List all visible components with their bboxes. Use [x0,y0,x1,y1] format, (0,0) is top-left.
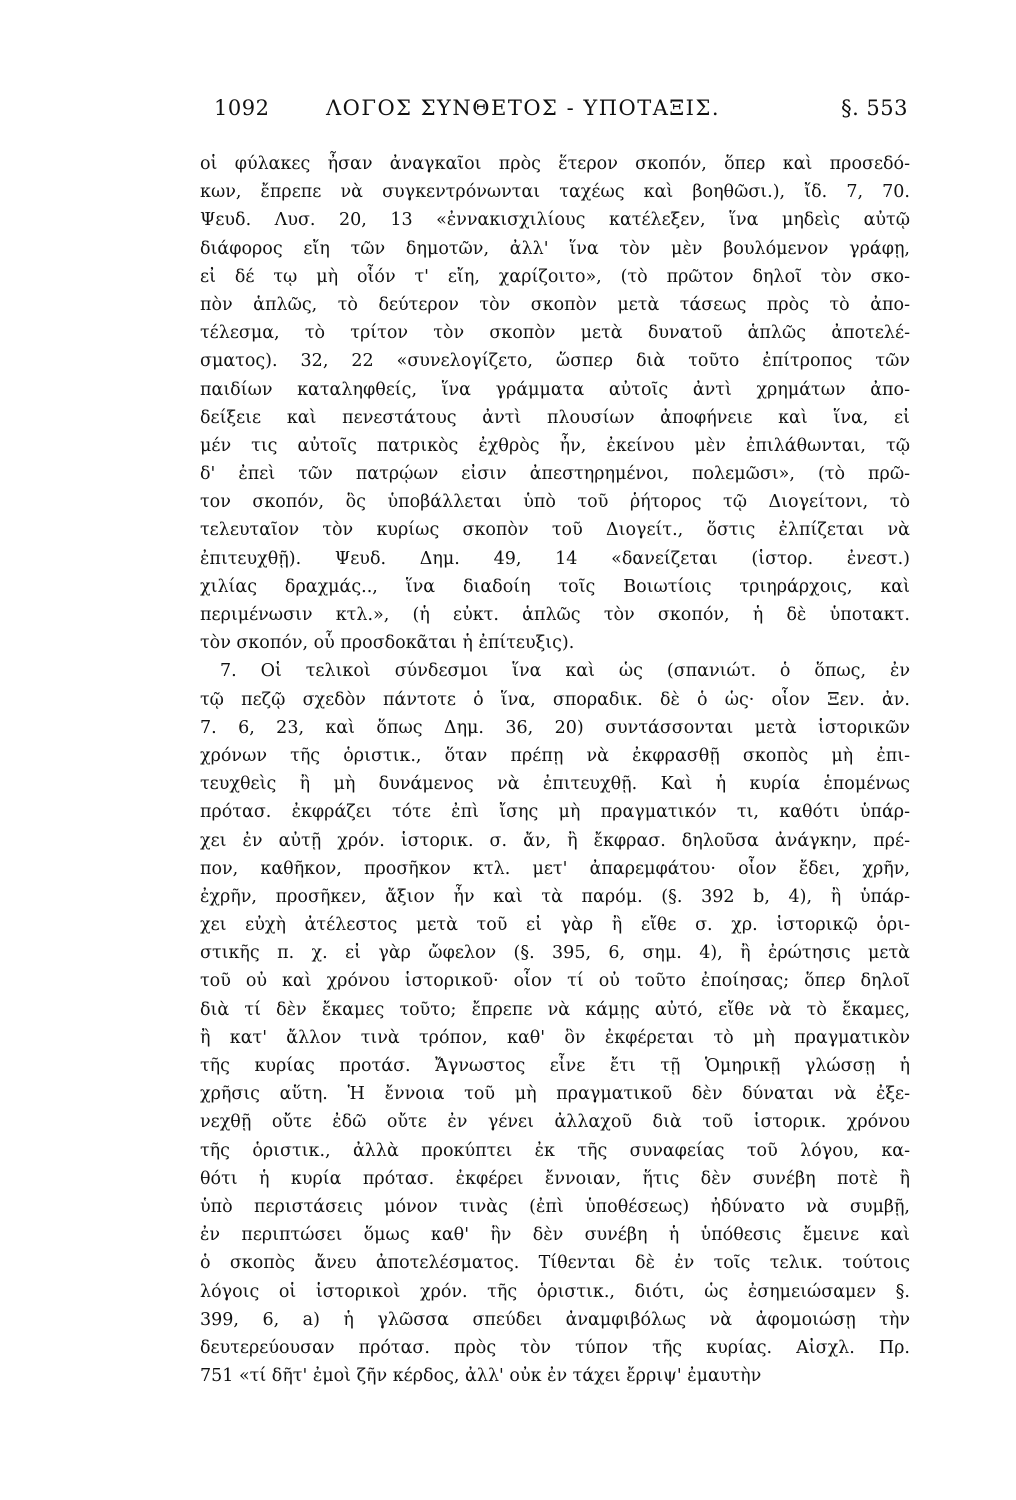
text-line: δ' ἐπεὶ τῶν πατρῴων εἰσιν ἀπεστηρημένοι, πολεμῶσι», (τὸ πρῶ- [200,464,910,485]
text-line: εἰ δέ τῳ μὴ οἷόν τ' εἴη, χαρίζοιτο», (τὸ πρῶτον δηλοῖ τὸν σκο- [200,266,910,287]
text-line: λόγοις οἱ ἱστορικοὶ χρόν. τῆς ὁριστικ., διότι, ὡς ἐσημειώσαμεν §. [200,1281,910,1302]
text-line: τῆς ὁριστικ., ἀλλὰ προκύπτει ἐκ τῆς συναφείας τοῦ λόγου, κα- [200,1140,910,1161]
text-line: περιμένωσιν κτλ.», (ἡ εὐκτ. ἁπλῶς τὸν σκοπόν, ἡ δὲ ὑποτακτ. [200,605,910,625]
text-line: πον, καθῆκον, προσῆκον κτλ. μετ' ἀπαρεμφάτου· οἷον ἔδει, χρῆν, [200,858,910,879]
text-line: διάφορος εἴη τῶν δημοτῶν, ἀλλ' ἵνα τὸν μὲν βουλόμενον γράφῃ, [200,238,910,259]
text-line: χρόνων τῆς ὁριστικ., ὅταν πρέπῃ νὰ ἐκφρασθῇ σκοπὸς μὴ ἐπι- [200,745,910,766]
text-line: μέν τις αὐτοῖς πατρικὸς ἐχθρὸς ἦν, ἐκείνου μὲν ἐπιλάθωνται, τῷ [200,435,910,456]
running-title: ΛΟΓΟΣ ΣΥΝΘΕΤΟΣ - ΥΠΟΤΑΞΙΣ. [326,96,721,120]
text-line: χει ἐν αὐτῇ χρόν. ἱστορικ. σ. ἄν, ἢ ἔκφρασ. δηλοῦσα ἀνάγκην, πρέ- [200,830,910,851]
text-line: παιδίων καταληφθείς, ἵνα γράμματα αὐτοῖς ἀντὶ χρημάτων ἀπο- [200,379,910,400]
text-line: τῷ πεζῷ σχεδὸν πάντοτε ὁ ἵνα, σποραδικ. δὲ ὁ ὡς· οἷον Ξεν. ἀν. [200,689,910,710]
text-line: τευχθεὶς ἢ μὴ δυνάμενος νὰ ἐπιτευχθῇ. Καὶ ἡ κυρία ἑπομένως [200,774,910,795]
text-line: χει εὐχὴ ἀτέλεστος μετὰ τοῦ εἰ γὰρ ἢ εἴθε σ. χρ. ἱστορικῷ ὁρι- [200,915,910,936]
text-line: Ψευδ. Λυσ. 20, 13 «ἐννακισχιλίους κατέλεξεν, ἵνα μηδεὶς αὐτῷ [200,210,910,231]
text-line: τοῦ οὐ καὶ χρόνου ἱστορικοῦ· οἷον τί οὐ τοῦτο ἐποίησας; ὅπερ δηλοῖ [200,971,910,992]
text-line: χιλίας δραχμάς.., ἵνα διαδοίη τοῖς Βοιωτίοις τριηράρχοις, καὶ [200,576,910,597]
text-line: διὰ τί δὲν ἔκαμες τοῦτο; ἔπρεπε νὰ κάμῃς αὐτό, εἴθε νὰ τὸ ἔκαμες, [200,999,910,1020]
body-text [200,150,910,1390]
text-line: θότι ἡ κυρία πρότασ. ἐκφέρει ἔννοιαν, ἥτις δὲν συνέβη ποτὲ ἢ [200,1168,910,1189]
text-line: στικῆς π. χ. εἰ γὰρ ὤφελον (§. 395, 6, σημ. 4), ἢ ἐρώτησις μετὰ [200,943,910,964]
section-number: §. 553 [841,96,908,120]
text-line: ἐχρῆν, προσῆκεν, ἄξιον ἦν καὶ τὰ παρόμ. (§. 392 b, 4), ἢ ὑπάρ- [200,886,910,907]
page-number: 1092 [214,96,270,120]
text-line: τον σκοπόν, ὃς ὑποβάλλεται ὑπὸ τοῦ ῥήτορος τῷ Διογείτονι, τὸ [200,492,910,513]
running-header [214,96,908,130]
text-line: κων, ἔπρεπε νὰ συγκεντρόνωνται ταχέως καὶ βοηθῶσι.), ἴδ. 7, 70. [200,182,910,203]
text-line: τῆς κυρίας προτάσ. Ἄγνωστος εἶνε ἔτι τῇ Ὁμηρικῇ γλώσσῃ ἡ [200,1056,910,1076]
text-line: 751 «τί δῆτ' ἐμοὶ ζῆν κέρδος, ἀλλ' οὐκ ἐν τάχει ἔρριψ' ἐμαυτὴν [200,1366,762,1387]
text-line: τελευταῖον τὸν κυρίως σκοπὸν τοῦ Διογείτ., ὅστις ἐλπίζεται νὰ [200,520,910,541]
text-line: δευτερεύουσαν πρότασ. πρὸς τὸν τύπον τῆς κυρίας. Αἰσχλ. Πρ. [200,1337,910,1358]
text-line: πὸν ἁπλῶς, τὸ δεύτερον τὸν σκοπὸν μετὰ τάσεως πρὸς τὸ ἀπο- [200,294,910,315]
text-line: νεχθῇ οὔτε ἐδῶ οὔτε ἐν γένει ἀλλαχοῦ διὰ τοῦ ἱστορικ. χρόνου [200,1112,910,1133]
text-line: δείξειε καὶ πενεστάτους ἀντὶ πλουσίων ἀποφήνειε καὶ ἵνα, εἰ [200,407,910,428]
text-line: οἱ φύλακες ἦσαν ἀναγκαῖοι πρὸς ἕτερον σκοπόν, ὅπερ καὶ προσεδό- [200,154,910,174]
text-line: ὁ σκοπὸς ἄνευ ἀποτελέσματος. Τίθενται δὲ ἐν τοῖς τελικ. τούτοις [200,1253,910,1274]
text-line: ἐν περιπτώσει ὅμως καθ' ἣν δὲν συνέβη ἡ ὑπόθεσις ἔμεινε καὶ [200,1225,910,1246]
text-line: σματος). 32, 22 «συνελογίζετο, ὥσπερ διὰ τοῦτο ἐπίτροπος τῶν [200,351,910,372]
text-line: τέλεσμα, τὸ τρίτον τὸν σκοπὸν μετὰ δυνατοῦ ἁπλῶς ἀποτελέ- [200,323,910,344]
text-line: πρότασ. ἐκφράζει τότε ἐπὶ ἴσης μὴ πραγματικόν τι, καθότι ὑπάρ- [200,802,910,823]
text-line: 7. Οἱ τελικοὶ σύνδεσμοι ἵνα καὶ ὡς (σπανιώτ. ὁ ὅπως, ἐν [220,661,910,682]
text-line: ὑπὸ περιστάσεις μόνον τινὰς (ἐπὶ ὑποθέσεως) ἠδύνατο νὰ συμβῇ, [200,1196,910,1217]
text-line: χρῆσις αὕτη. Ἡ ἔννοια τοῦ μὴ πραγματικοῦ δὲν δύναται νὰ ἐξε- [200,1084,910,1105]
text-line: ἐπιτευχθῇ). Ψευδ. Δημ. 49, 14 «δανείζεται (ἱστορ. ἐνεστ.) [200,548,910,569]
text-line: τὸν σκοπόν, οὗ προσδοκᾶται ἡ ἐπίτευξις). [200,633,575,654]
text-line: 7. 6, 23, καὶ ὅπως Δημ. 36, 20) συντάσσονται μετὰ ἱστορικῶν [200,717,910,738]
text-line: ἢ κατ' ἄλλον τινὰ τρόπον, καθ' ὃν ἐκφέρεται τὸ μὴ πραγματικὸν [200,1027,910,1048]
text-line: 399, 6, a) ἡ γλῶσσα σπεύδει ἀναμφιβόλως νὰ ἀφομοιώσῃ τὴν [200,1309,910,1330]
